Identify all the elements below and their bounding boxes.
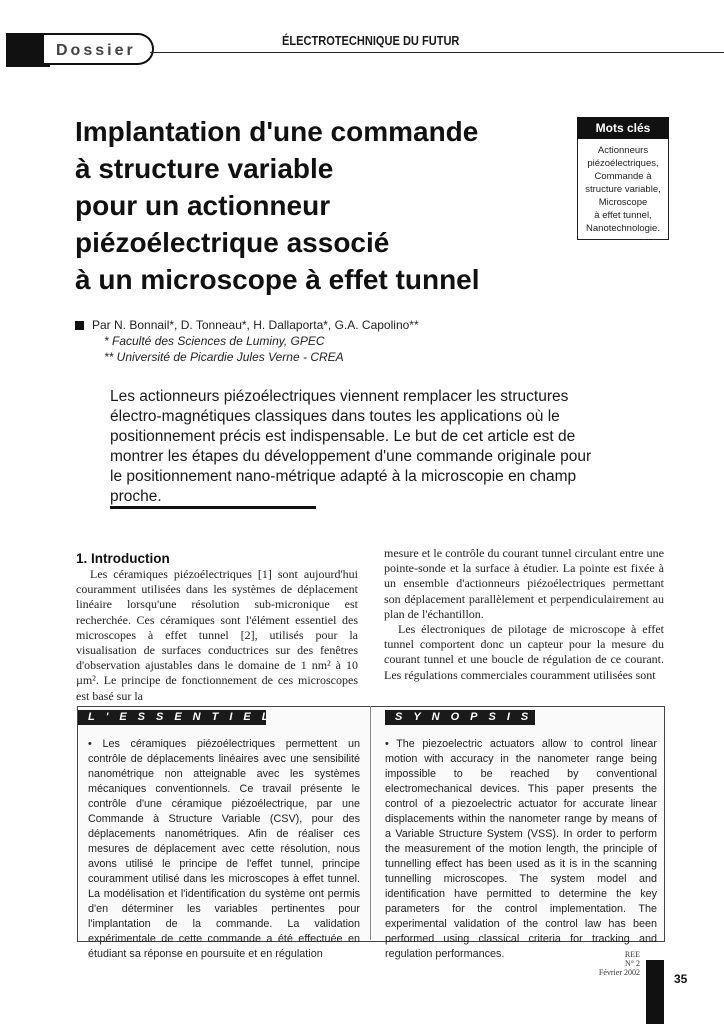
title-line: pour un actionneur [75,190,331,221]
body-paragraph: mesure et le contrôle du courant tunnel circulant entre une pointe-sonde et la surface à étudier. La pointe est fixée à un ensemble d'actionneurs piézoélectriques permettant son déplacement parallèlement et perpendiculairement au plan de l'échantillon. [384,546,664,621]
keywords-list [577,139,669,240]
lede-rule [110,506,316,509]
synopsis-text: • The piezoelectric actuators allow to control linear motion with accuracy in the nanometer range being impossible to be reached by conventional electromechanical devices. This paper presents the control of a piezoelectric actuator for accurate linear displacements within the nanometer range by means of a Variable Structure System (VSS). In order to perform the measurement of the motion length, the principle of tunnelling effect has been used as it is in the scanning tunnelling microscopes. The system model and identification have permitted to determine the key parameters for the control implementation. The experimental validation of the control law has been performed using classical criteria for tracking and regulation performances. [385,738,657,960]
keyword-line: Microscope [598,197,648,208]
title-line: piézoélectrique associé [75,227,390,258]
lede-paragraph: Les actionneurs piézoélectriques viennent remplacer les structures électro-magnétiques classiques dans toutes les applications où le positionnement précis est indispensable. Le but de cet article est de montrer les étapes du développement d'une commande originale pour le positionnement nano-métrique adapté à la microscopie en champ proche. [110,388,592,505]
journal-info [598,950,640,977]
title-line: à structure variable [75,153,334,184]
authors-bullet-icon [75,321,84,330]
section-tab: Dossier [44,33,154,65]
keyword-line: Nanotechnologie. [586,223,660,234]
keyword-line: Actionneurs [597,145,649,156]
keyword-line: Commande à [594,171,652,182]
journal-line: REE [624,950,640,959]
synopsis-label: SYNOPSIS [385,710,535,725]
essentiel-text: • Les céramiques piézoélectriques permettent un contrôle de déplacements linéaires avec une sensibilité nanométrique non atteignable avec les systèmes mécaniques conventionnels. Ce travail présente le contrôle d'une céramique piézoélectrique, par une Commande à Structure Variable (CSV), pour des déplacements nanométriques. Afin de réaliser ces mesures de déplacement avec cette résolution, nous avons utilisé le principe de l'effet tunnel, principe couramment utilisé dans les microscopes à effet tunnel. La modélisation et l'identification du système ont permis d'en déterminer les variables pertinentes pour l'implantation de la commande. La validation expérimentale de cette commande a été effectuée en étudiant sa réponse en poursuite et en régulation [88,738,360,960]
keyword-line: piézoélectriques, [587,158,659,169]
affiliation: ** Université de Picardie Jules Verne - CREA [104,350,344,364]
keyword-line: à effet tunnel, [594,210,652,221]
keyword-line: structure variable, [585,184,661,195]
journal-line: N° 2 [625,959,640,968]
essentiel-label: L'ESSENTIEL [78,710,266,725]
keywords-box [577,117,669,240]
keywords-heading: Mots clés [577,117,669,139]
body-right-column [384,546,664,683]
body-paragraph: Les électroniques de pilotage de microscope à effet tunnel comportent donc un capteur pour la mesure du courant tunnel et une boucle de régulation de ce courant. Les régulations commerciales couramment utilisées sont [384,622,664,682]
authors-block [92,317,419,365]
journal-line: Février 2002 [598,968,640,977]
header-rule [150,52,724,53]
title-line: Implantation d'une commande [75,116,479,147]
body-left-column: Les céramiques piézoélectriques [1] sont aujourd'hui couramment utilisées dans les systèmes de déplacement linéaire lorsqu'une résolution sub-micronique est recherchée. Ces céramiques sont l'élément essentiel des microscopes à effet tunnel [2], utilisés pour la visualisation de surfaces conductrices sur des fenêtres d'observation ajustables dans le domaine de 1 nm² à 10 µm². Le principe de fonctionnement de ces microscopes est basé sur la [76,567,358,703]
running-title: ÉLECTROTECHNIQUE DU FUTUR [282,33,460,48]
affiliation: * Faculté des Sciences de Luminy, GPEC [104,334,325,348]
summary-divider [370,706,371,940]
title-line: à un microscope à effet tunnel [75,264,480,295]
section-heading: 1. Introduction [76,551,170,566]
footer-black-bar [646,960,664,1024]
page-number: 35 [674,972,688,986]
article-title [75,113,575,298]
authors-line: Par N. Bonnail*, D. Tonneau*, H. Dallaporta*, G.A. Capolino** [92,318,419,332]
